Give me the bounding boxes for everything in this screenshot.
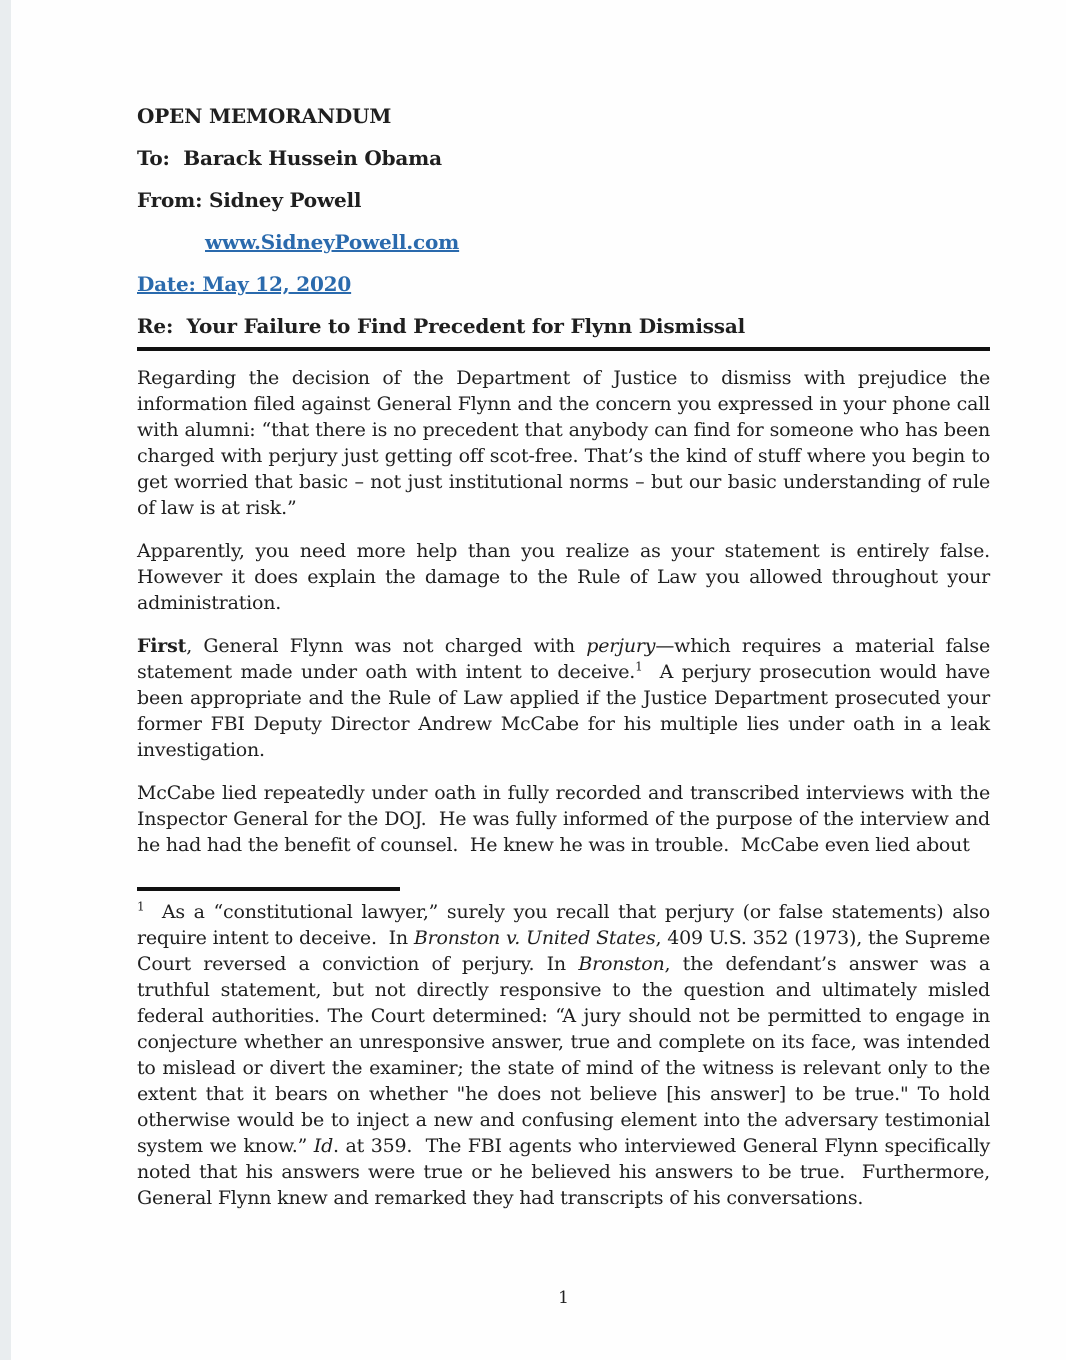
paragraph-2: Apparently, you need more help than you realize as your statement is entirely false. However it does explain the damage to the Rule of Law you allowed throughout your administration. (137, 540, 996, 614)
date-text: Date: May 12, 2020 (137, 272, 352, 296)
header-divider-rule (137, 347, 990, 351)
website-link[interactable]: www.SidneyPowell.com (205, 230, 460, 254)
footnote-segment-2: , 409 U.S. 352 (1973), the Supreme Court reversed a conviction of perjury. In (137, 927, 996, 975)
footnote-segment-1: As a “constitutional lawyer,” surely you recall that perjury (or false statements) also require intent to deceive. In (137, 901, 996, 949)
footnote-segment-4: . at 359. The FBI agents who interviewed General Flynn specifically noted that his answers were true or he believed his answers to be true. Furthermore, General Flynn knew and remarked they had transcripts of his conversations. (137, 1135, 996, 1209)
page-left-edge (0, 0, 11, 1360)
case-name-italic: Bronston (578, 953, 665, 975)
memo-title: OPEN MEMORANDUM (137, 104, 392, 128)
page-number: 1 (558, 1288, 569, 1308)
memo-content (137, 103, 996, 1211)
memo-date-line (137, 271, 990, 298)
memo-to-line: To: Barack Hussein Obama (137, 146, 442, 170)
paragraph-3 (137, 633, 996, 763)
p3-segment-2: —which requires a material false statement made under oath with intent to deceive. (137, 635, 996, 683)
footnote-marker: 1 (137, 899, 145, 914)
memo-from-line: From: Sidney Powell (137, 188, 362, 212)
perjury-italic: perjury (586, 635, 656, 657)
p3-segment-3: A perjury prosecution would have been appropriate and the Rule of Law applied if the Justice Department prosecuted your former FBI Deputy Director Andrew McCabe for his multiple lies under oath in a leak investigation. (137, 661, 996, 761)
footnote-segment-3: , the defendant’s answer was a truthful statement, but not directly responsive to the question and ultimately misled federal authorities. The Court determined: “A jury should not be permitted to engage in conjecture whether an unresponsive answer, true and complete on its face, was intended to mislead or divert the examiner; the state of mind of the witness is relevant only to the extent that it bears on whether "he does not believe [his answer] to be true." To hold otherwise would be to inject a new and confusing element into the adversary testimonial system we know.” (137, 953, 996, 1157)
memo-website-line (137, 229, 990, 256)
id-citation-italic: Id (313, 1135, 334, 1157)
case-citation-italic: Bronston v. United States (413, 927, 656, 949)
first-point-label: First (137, 635, 187, 657)
memo-re-line: Re: Your Failure to Find Precedent for Flynn Dismissal (137, 314, 746, 338)
footnote-1 (137, 899, 996, 1211)
footnote-separator-rule (137, 887, 400, 891)
footnote-reference: 1 (635, 659, 643, 674)
paragraph-4: McCabe lied repeatedly under oath in fully recorded and transcribed interviews with the Inspector General for the DOJ. He was fully informed of the purpose of the interview and he had had the benefit of counsel. He knew he was in trouble. McCabe even lied about (137, 782, 996, 856)
paragraph-1: Regarding the decision of the Department of Justice to dismiss with prejudice the information filed against General Flynn and the concern you expressed in your phone call with alumni: “that there is no precedent that anybody can find for someone who has been charged with perjury just getting off scot-free. That’s the kind of stuff where you begin to get worried that basic – not just institutional norms – but our basic understanding of rule of law is at risk.” (137, 367, 996, 519)
p3-segment-1: , General Flynn was not charged with (186, 635, 587, 657)
